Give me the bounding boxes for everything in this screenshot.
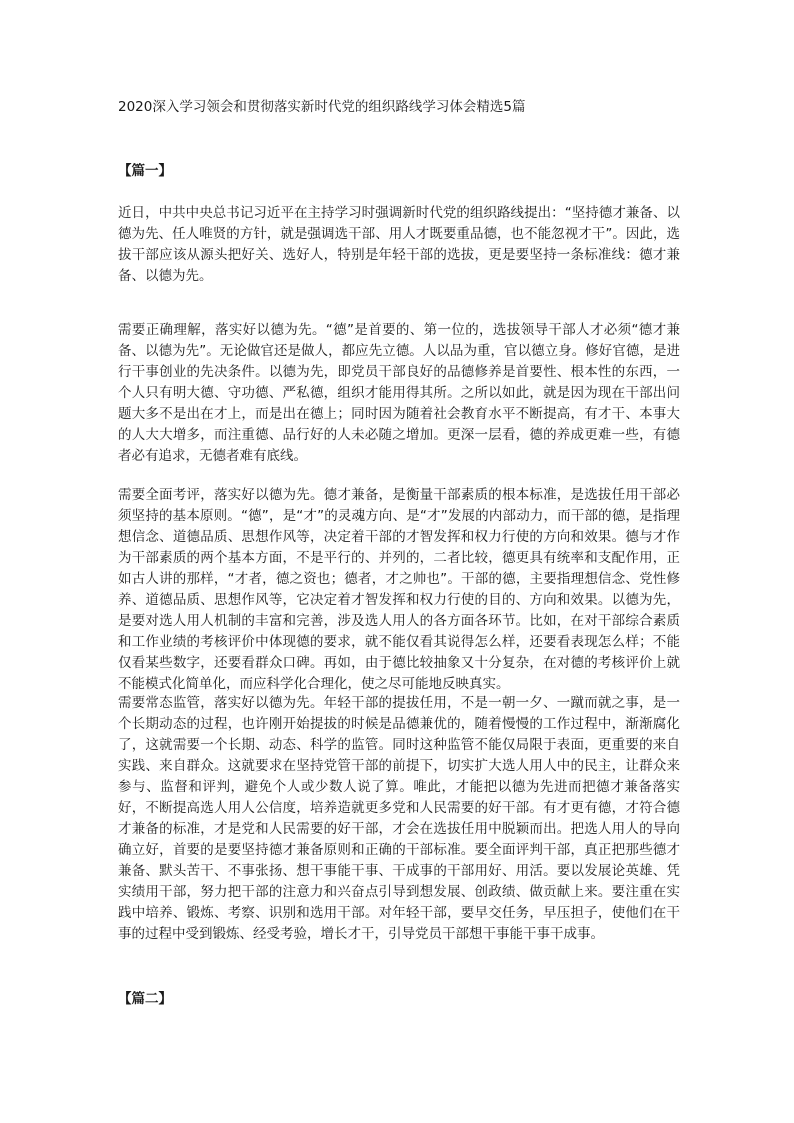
paragraph-1: 近日，中共中央总书记习近平在主持学习时强调新时代党的组织路线提出：“坚持德才兼备、以德为先、任人唯贤的方针，就是强调选干部、用人才既要重品德，也不能忽视才干”。因此，选拔干部应该从源头把好关、选好人，特别是年轻干部的选拔，更是要坚持一条标准线：德才兼备、以德为先。 — [118, 205, 680, 284]
paragraph-4: 需要常态监管，落实好以德为先。年轻干部的提拔任用，不是一朝一夕、一蹴而就之事，是一个长期动态的过程，也许刚开始提拔的时候是品德兼优的，随着慢慢的工作过程中，渐渐腐化了，这就需要一个长期、动态、科学的监管。同时这种监管不能仅局限于表面，更重要的来自实践、来自群众。这就要求在坚持党管干部的前提下，切实扩大选人用人中的民主，让群众来参与、监督和评判，避免个人或少数人说了算。唯此，才能把以德为先进而把德才兼备落实好，不断提高选人用人公信度，培养造就更多党和人民需要的好干部。有才更有德，才符合德才兼备的标准，才是党和人民需要的好干部，才会在选拔任用中脱颖而出。把选人用人的导向确立好，首要的是要坚持德才兼备原则和正确的干部标准。要全面评判干部，真正把那些德才兼备、默头苦干、不事张扬、想干事能干事、干成事的干部用好、用活。要以发展论英雄、凭实绩用干部，努力把干部的注意力和兴奋点引导到想发展、创政绩、做贡献上来。要注重在实践中培养、锻炼、考察、识别和选用干部。对年轻干部，要早交任务，早压担子，使他们在干事的过程中受到锻炼、经受考验，增长才干，引导党员干部想干事能干事干成事。 — [118, 695, 680, 942]
document-title: 2020深入学习领会和贯彻落实新时代党的组织路线学习体会精选5篇 — [118, 99, 526, 115]
section-heading-2: 【篇二】 — [118, 991, 172, 1007]
section-heading-1: 【篇一】 — [118, 163, 172, 179]
paragraph-2: 需要正确理解，落实好以德为先。“德”是首要的、第一位的，选拔领导干部人才必须“德才兼备、以德为先”。无论做官还是做人，都应先立德。人以品为重，官以德立身。修好官德，是进行干事创业的先决条件。以德为先，即党员干部良好的品德修养是首要性、根本性的东西，一个人只有明大德、守功德、严私德，组织才能用得其所。之所以如此，就是因为现在干部出问题大多不是出在才上，而是出在德上；同时因为随着社会教育水平不断提高，有才干、本事大的人大大增多，而注重德、品行好的人未必随之增加。更深一层看，德的养成更难一些，有德者必有追求，无德者难有底线。 — [118, 322, 680, 464]
paragraph-3: 需要全面考评，落实好以德为先。德才兼备，是衡量干部素质的根本标准，是选拔任用干部必须坚持的基本原则。“德”，是“才”的灵魂方向、是“才”发展的内部动力，而干部的德，是指理想信念、道德品质、思想作风等，决定着干部的才智发挥和权力行使的方向和效果。德与才作为干部素质的两个基本方面，不是平行的、并列的，二者比较，德更具有统率和支配作用，正如古人讲的那样，“才者，德之资也；德者，才之帅也”。干部的德，主要指理想信念、党性修养、道德品质、思想作风等，它决定着才智发挥和权力行使的目的、方向和效果。以德为先，是要对选人用人机制的丰富和完善，涉及选人用人的各方面各环节。比如，在对干部综合素质和工作业绩的考核评价中体现德的要求，就不能仅看其说得怎么样，还要看表现怎么样；不能仅看某些数字，还要看群众口碑。再如，由于德比较抽象又十分复杂，在对德的考核评价上就不能模式化简单化，而应科学化合理化，使之尽可能地反映真实。 — [118, 487, 680, 692]
